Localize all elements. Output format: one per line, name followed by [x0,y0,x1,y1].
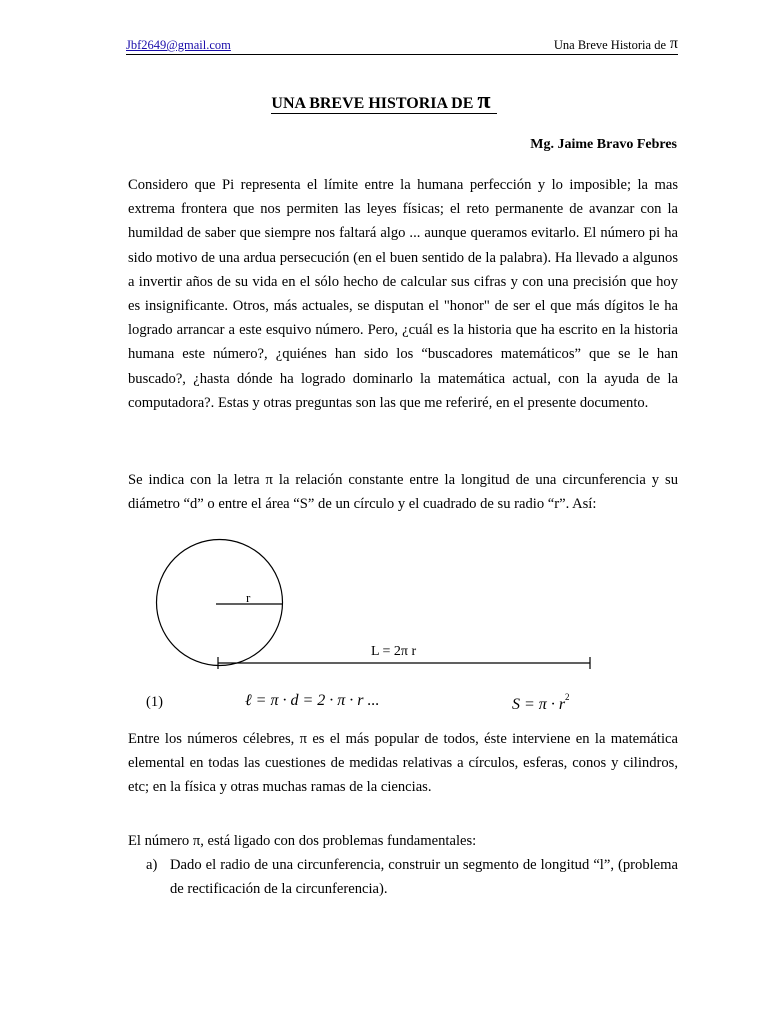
problems-intro-paragraph: El número π, está ligado con dos problemas fundamentales: [128,833,477,849]
header-email-link[interactable]: Jbf2649@gmail.com [126,38,231,52]
length-label: L = 2π r [371,644,417,659]
definition-paragraph: Se indica con la letra π la relación constante entre la longitud de una circunferencia y su diámetro “d” o entre el área “S” de un círculo y el cuadrado de su radio “r”. Así: [128,472,678,513]
header-pi-symbol: π [669,35,678,52]
equation-number: (1) [146,694,164,710]
page-header [126,35,678,55]
area-equation [512,692,570,714]
circumference-equation: ℓ = π · d = 2 · π · r ... [245,692,380,709]
celebrated-numbers-paragraph: Entre los números célebres, π es el más popular de todos, éste interviene en la matemática elemental en todas las cuestiones de medidas relativas a círculos, esferas, conos y cilindros, etc; en la física y otras muchas ramas de la ciencias. [128,731,678,796]
title-text: UNA BREVE HISTORIA DE [271,95,474,112]
area-equation-text: S = π · r [512,696,566,713]
list-item-marker: a) [146,857,158,873]
intro-paragraph: Considero que Pi representa el límite entre la humana perfección y lo imposible; la mas extrema frontera que nos permiten las leyes físicas; el reto permanente de avanzar con la humildad de saber que siempre nos faltará algo ... aunque queramos evitarlo. El número pi ha sido motivo de una ardua persecución (en el buen sentido de la palabra). Ha llevado a algunos a invertir años de su vida en el sólo hecho de calcular sus cifras y con una precisión que hoy es insignificante. Otros, más actuales, se disputan el "honor" de ser el que más dígitos le ha logrado arrancar a este esquivo número. Pero, ¿cuál es la historia que ha escrito en la historia humana este número?, ¿quiénes han sido los “buscadores matemáticos” que se le han buscado?, ¿hasta dónde ha logrado dominarlo la matemática actual, con la ayuda de la computadora?. Estas y otras preguntas son las que me referiré, en el presente documento. [128,177,678,411]
header-running-title: Una Breve Historia de [553,38,666,52]
list-item-text: Dado el radio de una circunferencia, construir un segmento de longitud “l”, (problema de rectificación de la circunferencia). [170,857,678,898]
title-pi-symbol: π [477,88,491,114]
document-title [0,88,768,114]
area-equation-exponent: 2 [565,692,570,702]
circle-shape [157,540,283,666]
radius-label: r [246,590,251,605]
author-name: Mg. Jaime Bravo Febres [530,137,677,152]
